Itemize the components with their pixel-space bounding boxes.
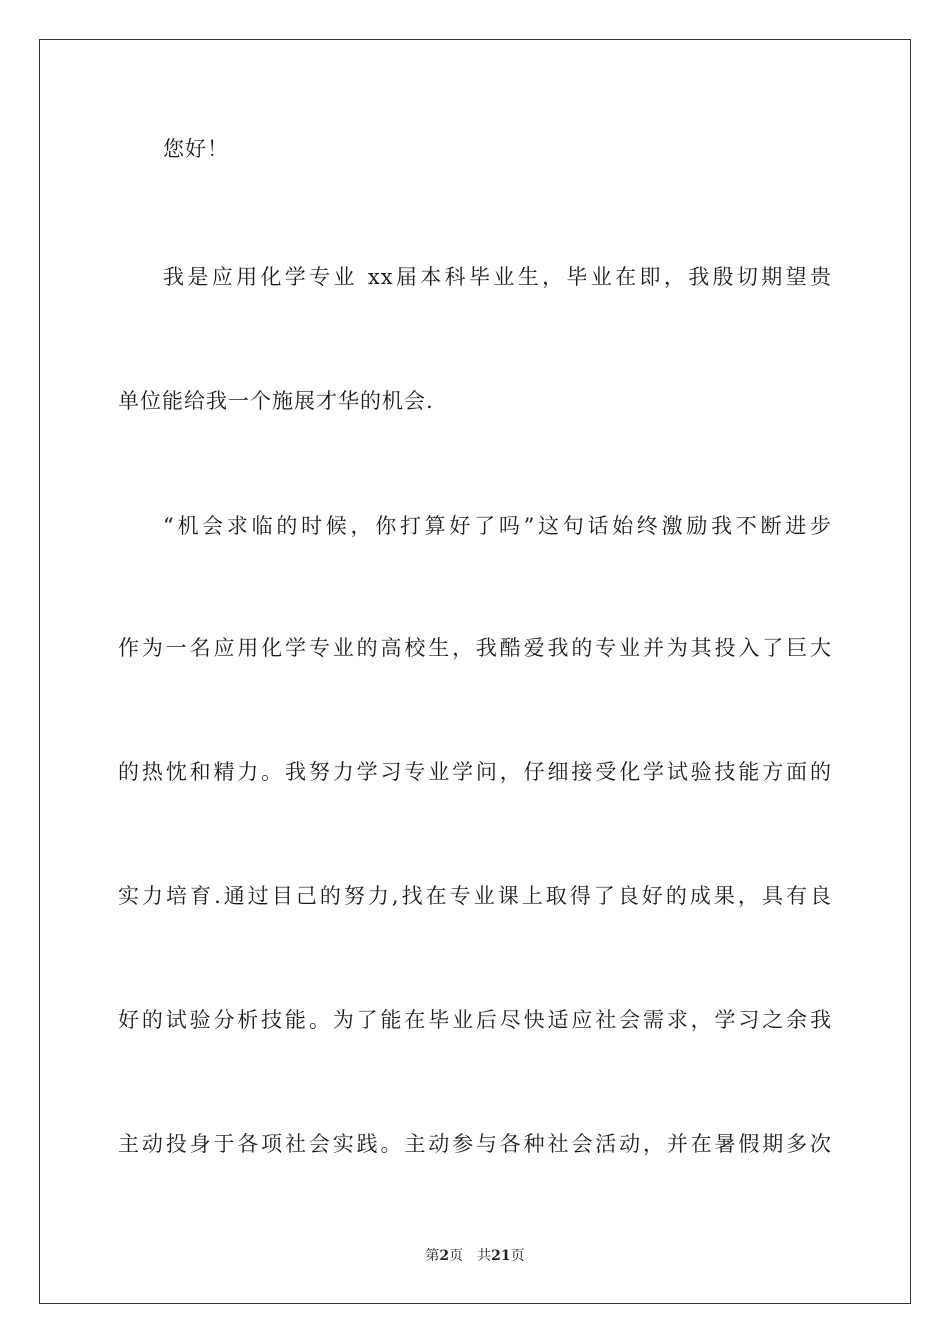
footer-page-number: 2: [439, 1248, 450, 1264]
body-line-1: 我是应用化学专业 xx届本科毕业生，毕业在即，我殷切期望贵: [163, 265, 832, 289]
body-line-5: 的热忱和精力。我努力学习专业学问，仔细接受化学试验技能方面的: [118, 760, 832, 784]
body-line-7: 好的试验分析技能。为了能在毕业后尽快适应社会需求，学习之余我: [118, 1008, 832, 1032]
body-line-2: 单位能给我一个施展才华的机会.: [118, 389, 434, 413]
footer-total-suffix: 页: [510, 1248, 525, 1264]
footer-page-prefix: 第: [425, 1248, 440, 1264]
footer-total-prefix: 共: [477, 1248, 492, 1264]
body-line-4: 作为一名应用化学专业的高校生，我酷爱我的专业并为其投入了巨大: [118, 636, 832, 660]
body-line-8: 主动投身于各项社会实践。主动参与各种社会活动，并在暑假期多次: [118, 1132, 832, 1156]
page-footer: [0, 1247, 950, 1265]
greeting-line: 您好！: [163, 137, 229, 161]
body-line-6: 实力培育.通过目己的努力,找在专业课上取得了良好的成果，具有良: [118, 884, 832, 908]
body-line-3: “机会求临的时候，你打算好了吗”这句话始终激励我不断进步: [163, 514, 832, 538]
footer-page-suffix: 页: [449, 1248, 464, 1264]
page-border: [39, 39, 911, 1304]
footer-total-pages: 21: [491, 1248, 511, 1264]
